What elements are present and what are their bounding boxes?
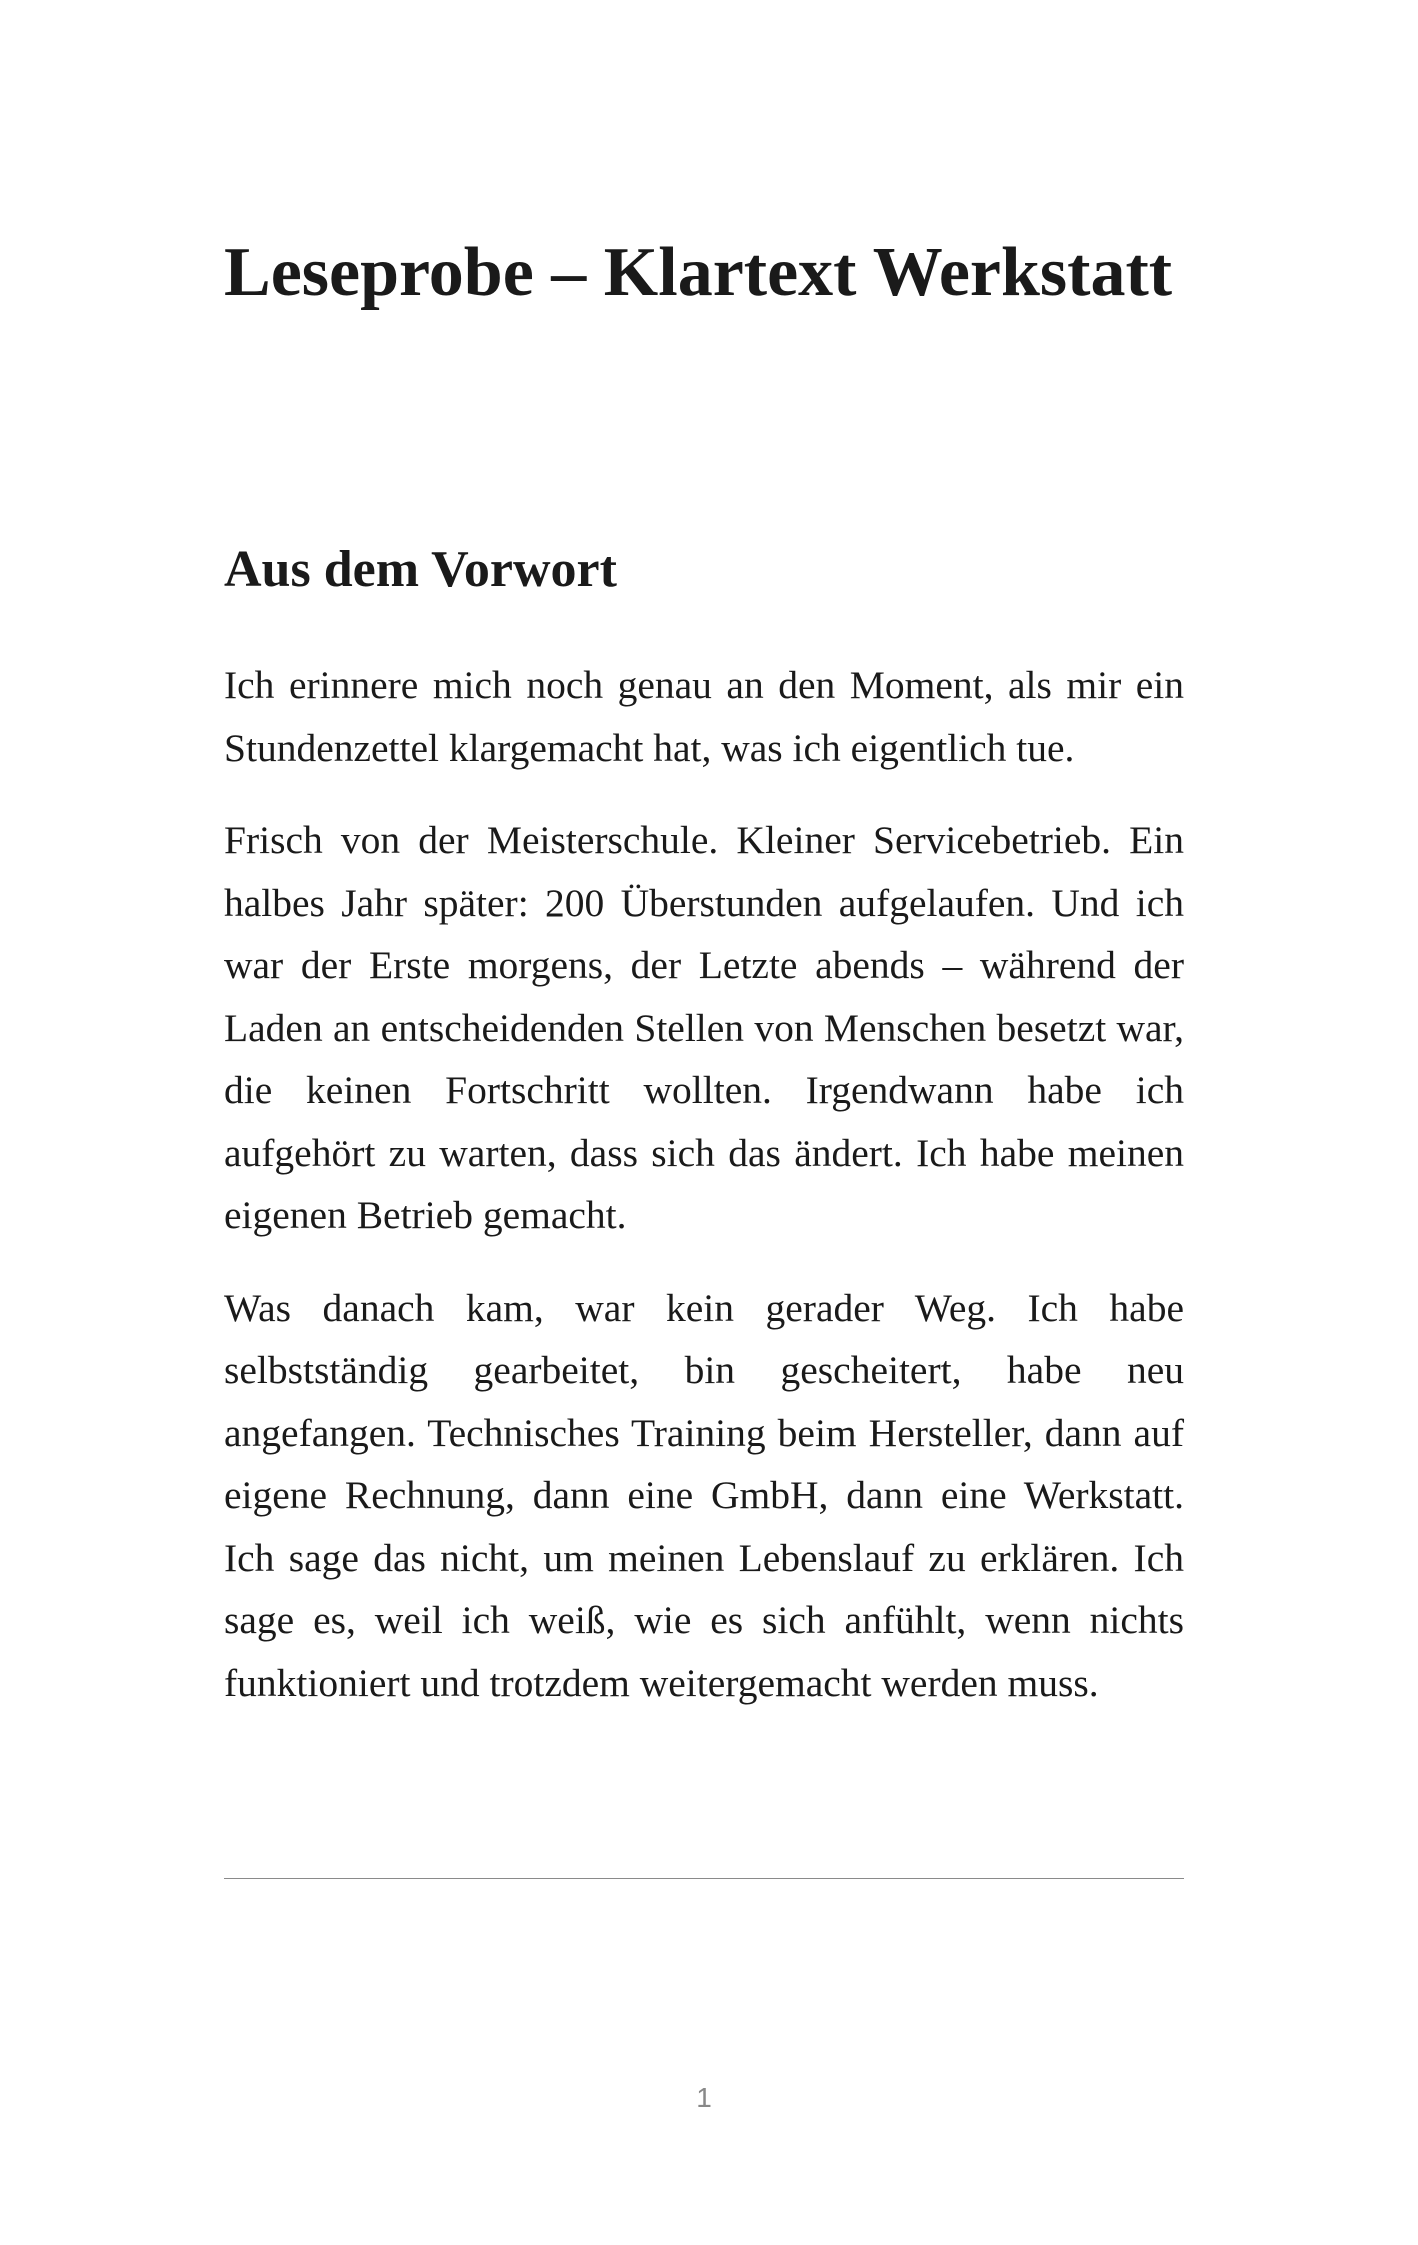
paragraph-1: Ich erinnere mich noch genau an den Moment, als mir ein Stundenzettel klargemacht hat, was ich eigentlich tue. (224, 663, 1184, 770)
body-text (224, 654, 1184, 1744)
document-title: Leseprobe – Klartext Werkstatt (224, 234, 1173, 311)
horizontal-rule (224, 1878, 1184, 1879)
page-number: 1 (696, 2082, 712, 2113)
paragraph-3: Was danach kam, war kein gerader Weg. Ich habe selbstständig gearbeitet, bin gescheitert, habe neu angefangen. Technisches Training beim Hersteller, dann auf eigene Rechnung, dann eine GmbH, dann eine Werkstatt. Ich sage das nicht, um meinen Lebenslauf zu erklären. Ich sage es, weil ich weiß, wie es sich anfühlt, wenn nichts funktioniert und trotzdem weitergemacht werden muss. (224, 1285, 1184, 1705)
section-heading: Aus dem Vorwort (224, 541, 617, 598)
paragraph-2: Frisch von der Meisterschule. Kleiner Servicebetrieb. Ein halbes Jahr später: 200 Überstunden aufgelaufen. Und ich war der Erste morgens, der Letzte abends – während der Laden an entscheidenden Stellen von Menschen besetzt war, die keinen Fortschritt wollten. Irgendwann habe ich aufgehört zu warten, dass sich das ändert. Ich habe meinen eigenen Betrieb gemacht. (224, 818, 1184, 1237)
